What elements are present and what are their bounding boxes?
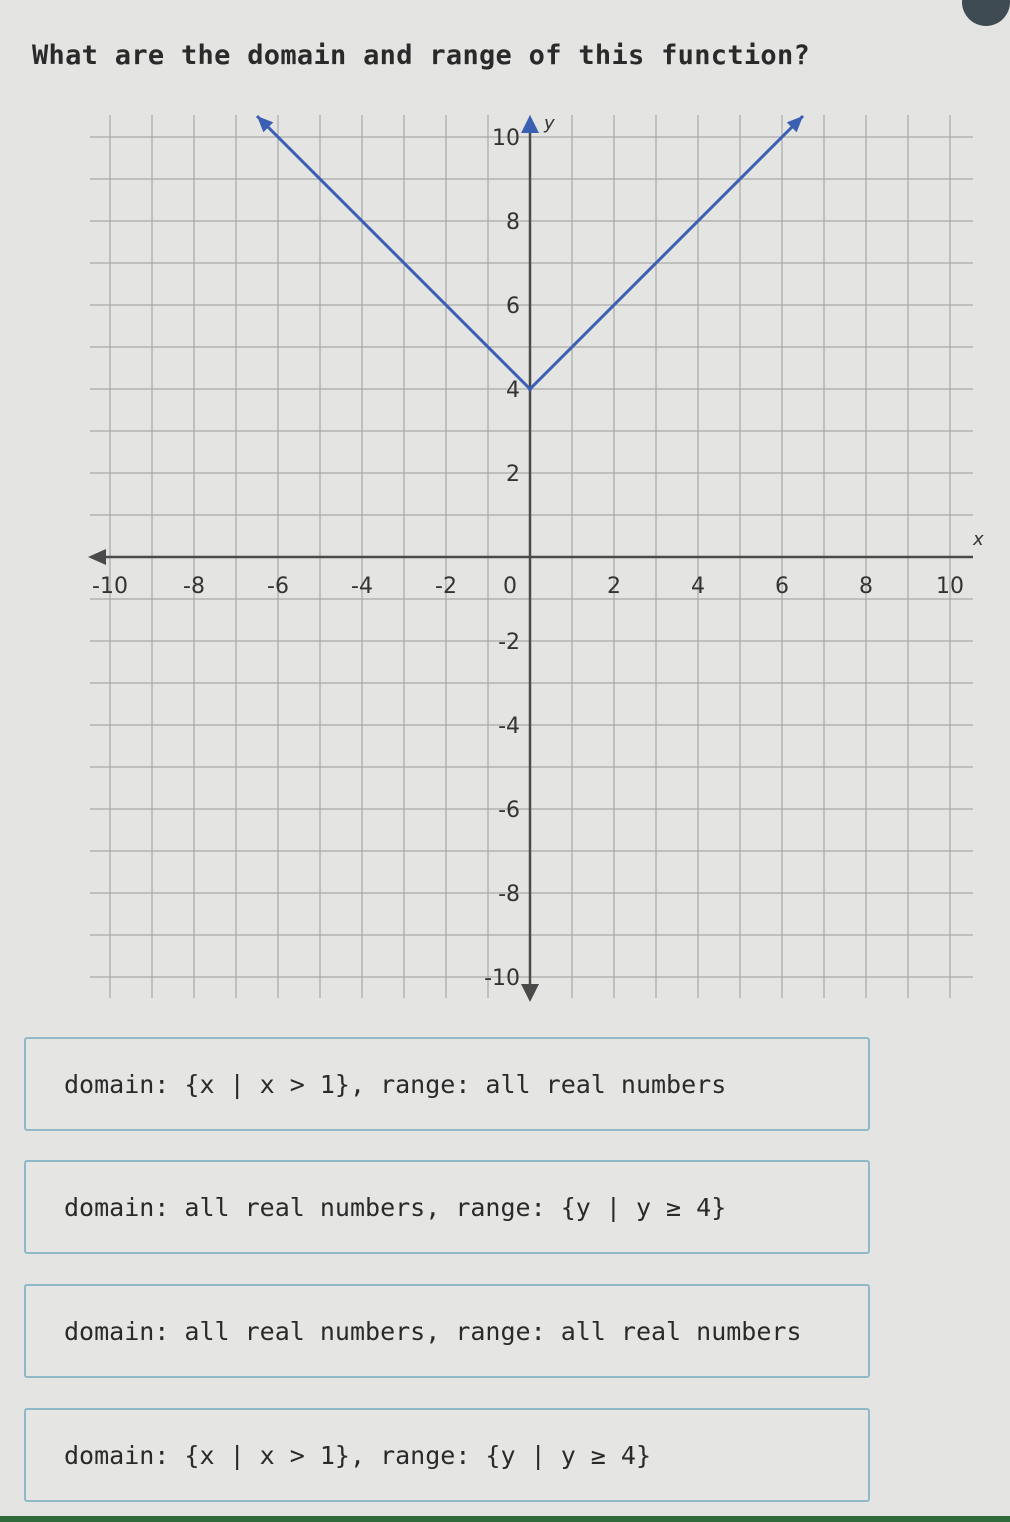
answer-choice-4-label: domain: {x | x > 1}, range: {y | y ≥ 4} <box>64 1440 651 1470</box>
answer-choice-4[interactable] <box>24 1408 870 1502</box>
x-tick-label: 8 <box>859 574 873 599</box>
x-tick-label: 4 <box>691 574 705 599</box>
y-tick-label: 10 <box>492 126 520 151</box>
question-text: What are the domain and range of this function? <box>32 40 811 71</box>
answer-choice-1-label: domain: {x | x > 1}, range: all real numbers <box>64 1069 727 1099</box>
x-axis-arrow-left <box>88 549 106 565</box>
x-tick-label: 2 <box>607 574 621 599</box>
y-axis-arrow-up <box>521 115 539 133</box>
answer-choice-3-label: domain: all real numbers, range: all real numbers <box>64 1316 802 1346</box>
x-tick-label: -6 <box>267 574 289 599</box>
y-tick-label: -10 <box>484 966 520 991</box>
x-tick-label: -2 <box>435 574 457 599</box>
x-tick-label: -10 <box>92 574 128 599</box>
x-tick-label: 10 <box>936 574 964 599</box>
y-tick-label: -6 <box>498 798 520 823</box>
y-tick-label: 4 <box>506 378 520 403</box>
y-tick-label: 8 <box>506 210 520 235</box>
y-tick-label: 6 <box>506 294 520 319</box>
y-tick-label: -2 <box>498 630 520 655</box>
answer-choice-2-label: domain: all real numbers, range: {y | y ≥ 4} <box>64 1192 727 1222</box>
y-tick-label: -4 <box>498 714 520 739</box>
answer-choice-2[interactable] <box>24 1160 870 1254</box>
x-tick-label: 0 <box>503 574 517 599</box>
y-tick-label: 2 <box>506 462 520 487</box>
y-axis-arrow-down <box>521 984 539 1002</box>
x-tick-label: -8 <box>183 574 205 599</box>
vertex-point <box>528 387 532 391</box>
answer-choice-3[interactable] <box>24 1284 870 1378</box>
x-tick-label: -4 <box>351 574 373 599</box>
y-axis-label: y <box>544 113 555 134</box>
answer-choice-1[interactable] <box>24 1037 870 1131</box>
bottom-strip <box>0 1516 1010 1522</box>
x-tick-label: 6 <box>775 574 789 599</box>
y-tick-label: -8 <box>498 882 520 907</box>
x-axis-label: x <box>973 529 984 550</box>
